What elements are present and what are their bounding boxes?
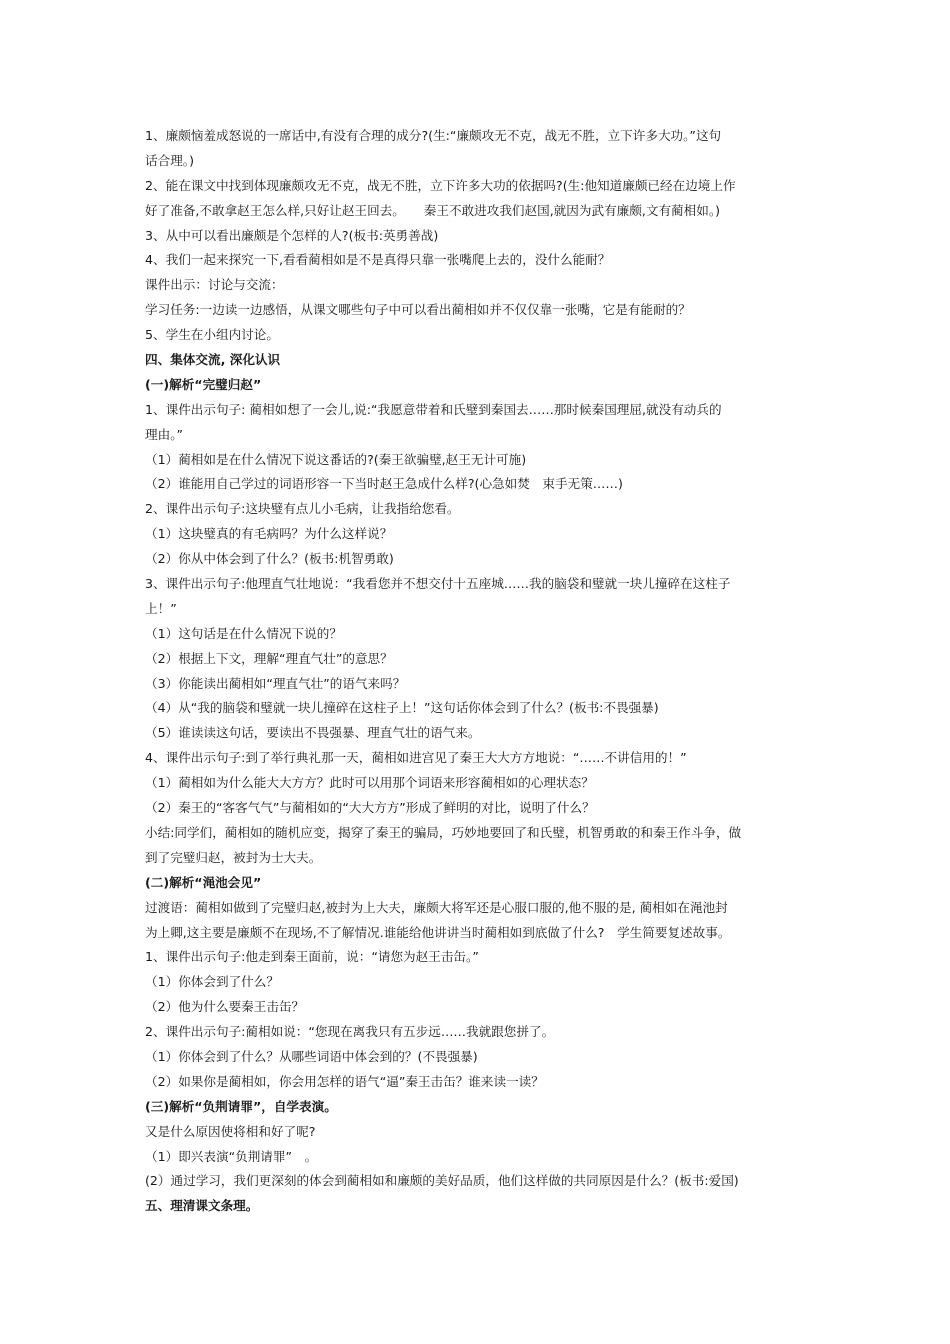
text-line: 2、能在课文中找到体现廉颇攻无不克，战无不胜，立下许多大功的依据吗?(生:他知道廉颇已经在边境上作 (145, 177, 736, 193)
text-line: （2）他为什么要秦王击缶？ (145, 999, 305, 1015)
text-line: （2）你从中体会到了什么？(板书:机智勇敢) (145, 551, 394, 567)
text-line: （2）根据上下文，理解“理直气壮”的意思？ (145, 650, 393, 666)
text-line: 1、廉颇恼羞成怒说的一席话中,有没有合理的成分?(生:“廉颇攻无不克，战无不胜，立下许多大功。”这句 (145, 128, 722, 143)
text-line: 为上卿,这主要是廉颇不在现场,不了解情况.谁能给他讲讲当时蔺相如到底做了什么? 学生简要复述故事。 (145, 924, 731, 940)
text-line: 又是什么原因使将相和好了呢? (145, 1123, 316, 1139)
text-line: （2）秦王的“客客气气”与蔺相如的“大大方方”形成了鲜明的对比，说明了什么？ (145, 800, 595, 816)
text-line: （1）这句话是在什么情况下说的？ (145, 625, 342, 641)
text-line: （1）你体会到了什么？从哪些词语中体会到的？(不畏强暴) (145, 1048, 478, 1064)
text-line: （1）这块璧真的有毛病吗？为什么这样说？ (145, 526, 393, 542)
text-line: 2、课件出示句子:这块璧有点儿小毛病，让我指给您看。 (145, 501, 460, 517)
text-line: 好了准备,不敢拿赵王怎么样,只好让赵王回去。 秦王不敢进攻我们赵国,就因为武有廉颇,文有蔺相如。) (145, 202, 721, 218)
section-heading: 四、集体交流, 深化认识 (145, 352, 281, 368)
text-line: (2）通过学习，我们更深刻的体会到蔺相如和廉颇的美好品质，他们这样做的共同原因是什么？(板书:爱国) (145, 1173, 739, 1189)
section-heading: (二)解析“渑池会见” (145, 874, 262, 890)
text-line: （1）即兴表演“负荆请罪” 。 (145, 1148, 318, 1164)
text-line: 4、课件出示句子:到了举行典礼那一天，蔺相如进宫见了秦王大大方方地说：“……不讲信用的！” (145, 750, 687, 766)
text-line: 5、学生在小组内讨论。 (145, 327, 279, 343)
text-line: 过渡语：蔺相如做到了完璧归赵,被封为上大夫，廉颇大将军还是心服口服的,他不服的是, 蔺相如在渑池封 (145, 899, 728, 915)
text-line: 2、课件出示句子:蔺相如说：“您现在离我只有五步远……我就跟您拼了。 (145, 1024, 555, 1040)
text-line: 课件出示：讨论与交流： (145, 277, 284, 293)
section-heading: 五、理清课文条理。 (145, 1198, 259, 1214)
text-line: （5）谁读读这句话，要读出不畏强暴、理直气壮的语气来。 (145, 725, 481, 741)
text-line: 理由。” (145, 426, 184, 442)
text-line: 3、从中可以看出廉颇是个怎样的人?(板书:英勇善战) (145, 227, 439, 243)
section-heading: (三)解析“负荆请罪”，自学表演。 (145, 1098, 337, 1114)
text-line: （3）你能读出蔺相如“理直气壮”的语气来吗？ (145, 675, 406, 691)
text-line: （1）蔺相如为什么能大大方方？此时可以用那个词语来形容蔺相如的心理状态？ (145, 775, 594, 791)
text-line: 学习任务:一边读一边感悟，从课文哪些句子中可以看出蔺相如并不仅仅靠一张嘴，它是有能耐的？ (145, 302, 691, 318)
text-line: 话合理。) (145, 152, 194, 168)
section-heading: (一)解析“完璧归赵” (145, 376, 262, 392)
text-line: （1）蔺相如是在什么情况下说这番话的?(秦王欲骗璧,赵王无计可施) (145, 451, 527, 467)
text-line: 1、课件出示句子:他走到秦王面前，说：“请您为赵王击缶。” (145, 949, 479, 965)
text-line: 1、课件出示句子: 蔺相如想了一会儿,说:“我愿意带着和氏璧到秦国去……那时候秦国理屈,就没有动兵的 (145, 401, 722, 417)
text-line: 4、我们一起来探究一下,看看蔺相如是不是真得只靠一张嘴爬上去的，没什么能耐？ (145, 252, 611, 268)
text-line: 3、课件出示句子:他理直气壮地说：“我看您并不想交付十五座城……我的脑袋和璧就一块儿撞碎在这柱子 (145, 576, 731, 592)
text-line: （1）你体会到了什么？ (145, 974, 279, 990)
text-line: 小结:同学们，蔺相如的随机应变，揭穿了秦王的骗局，巧妙地要回了和氏璧，机智勇敢的和秦王作斗争，做 (145, 824, 742, 840)
text-line: 上！” (145, 600, 177, 616)
text-line: （4）从“我的脑袋和璧就一块儿撞碎在这柱子上！”这句话你体会到了什么？(板书:不畏强暴) (145, 700, 659, 716)
text-line: （2）谁能用自己学过的词语形容一下当时赵王急成什么样?(心急如焚 束手无策……) (145, 476, 623, 492)
text-line: （2）如果你是蔺相如，你会用怎样的语气“逼”秦王击缶？谁来读一读？ (145, 1073, 544, 1089)
text-line: 到了完璧归赵，被封为士大夫。 (145, 849, 322, 865)
document-page (145, 124, 809, 1219)
